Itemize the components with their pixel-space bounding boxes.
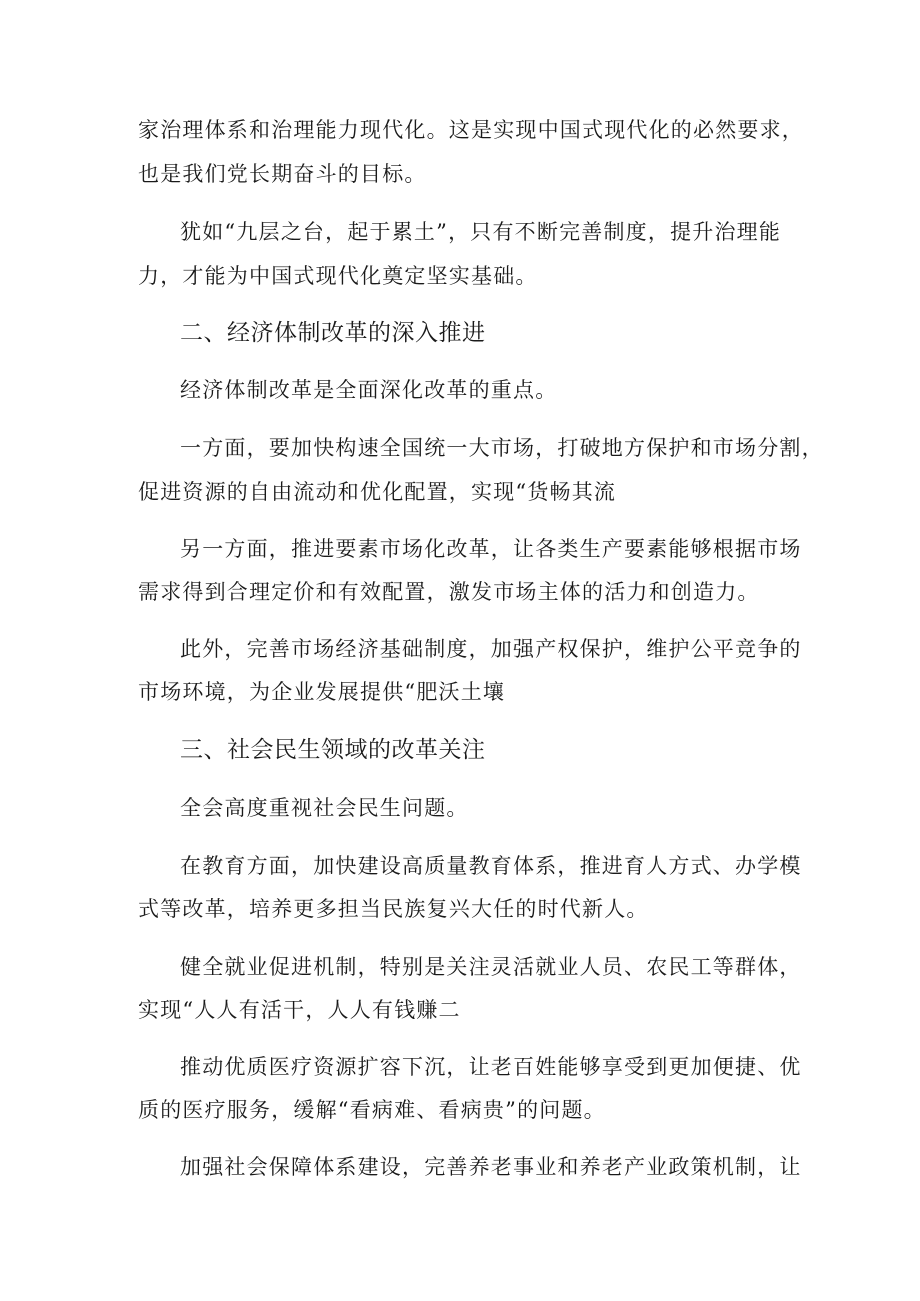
paragraph-line: 另一方面，推进要素市场化改革，让各类生产要素能够根据市场 [180, 537, 802, 561]
paragraph-line: 经济体制改革是全面深化改革的重点。 [180, 378, 558, 402]
paragraph-line: 家治理体系和治理能力现代化。这是实现中国式现代化的必然要求， [138, 118, 804, 142]
paragraph-line: 市场环境，为企业发展提供“肥沃土壤 [138, 680, 506, 704]
paragraph-line: 促进资源的自由流动和优化配置，实现“货畅其流 [138, 480, 617, 504]
paragraph-line: 全会高度重视社会民生问题。 [180, 796, 469, 820]
paragraph-line: 质的医疗服务，缓解“看病难、看病贵”的问题。 [138, 1098, 606, 1122]
paragraph-line: 也是我们党长期奋斗的目标。 [138, 162, 427, 186]
paragraph-line: 式等改革，培养更多担当民族复兴大任的时代新人。 [138, 897, 649, 921]
section-heading: 三、社会民生领域的改革关注 [180, 737, 486, 763]
paragraph-line: 犹如“九层之台，起于累土”，只有不断完善制度，提升治理能 [180, 220, 782, 244]
paragraph-line: 健全就业促进机制，特别是关注灵活就业人员、农民工等群体， [180, 955, 802, 979]
paragraph-line: 力，才能为中国式现代化奠定坚实基础。 [138, 264, 538, 288]
paragraph-line: 实现“人人有活干，人人有钱赚二 [138, 998, 461, 1022]
paragraph-line: 加强社会保障体系建设，完善养老事业和养老产业政策机制，让 [180, 1155, 802, 1179]
paragraph-line: 此外，完善市场经济基础制度，加强产权保护，维护公平竞争的 [180, 637, 802, 661]
section-heading: 二、经济体制改革的深入推进 [180, 320, 486, 346]
paragraph-line: 在教育方面，加快建设高质量教育体系，推进育人方式、办学模 [180, 854, 802, 878]
paragraph-line: 一方面，要加快构速全国统一大市场，打破地方保护和市场分割， [180, 436, 824, 460]
paragraph-line: 推动优质医疗资源扩容下沉，让老百姓能够享受到更加便捷、优 [180, 1055, 802, 1079]
paragraph-line: 需求得到合理定价和有效配置，激发市场主体的活力和创造力。 [138, 580, 760, 604]
